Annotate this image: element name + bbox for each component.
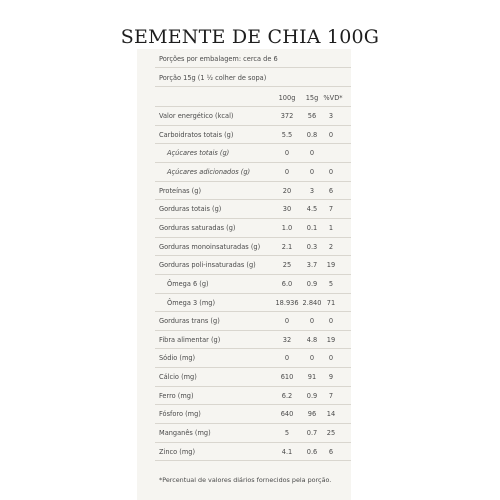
value-vd: 0: [328, 130, 334, 139]
nutrient-name: Sódio (mg): [159, 354, 196, 363]
nutrient-name: Gorduras trans (g): [159, 317, 220, 326]
value-15g: 96: [307, 410, 317, 419]
value-15g: 0.1: [306, 223, 318, 232]
table-row: [155, 443, 351, 462]
value-vd: 19: [326, 335, 336, 344]
value-100g: 4.1: [281, 447, 293, 456]
portion-size: Porção 15g (1 ½ colher de sopa): [159, 74, 267, 82]
value-vd: 5: [328, 279, 334, 288]
column-header-100g: 100g: [278, 94, 296, 102]
value-15g: 0: [309, 317, 315, 326]
value-15g: 0.3: [306, 242, 318, 251]
nutrient-name: Gorduras poli-insaturadas (g): [159, 261, 256, 270]
value-vd: 6: [328, 186, 334, 195]
table-row: [155, 200, 351, 219]
value-100g: 372: [280, 112, 294, 120]
table-row: [155, 387, 351, 406]
value-100g: 6.2: [281, 391, 293, 400]
value-vd: 0: [328, 317, 334, 326]
value-100g: 0: [284, 149, 290, 158]
nutrition-facts-panel: [137, 49, 351, 500]
value-vd: 0: [328, 354, 334, 363]
value-15g: 0.6: [306, 447, 318, 456]
value-15g: 0: [309, 149, 315, 158]
value-vd: 14: [326, 410, 336, 419]
value-15g: 0.9: [306, 391, 318, 400]
value-15g: 0: [309, 167, 315, 176]
nutrient-name: Ômega 6 (g): [167, 279, 209, 288]
nutrient-name: Ômega 3 (mg): [167, 298, 216, 307]
value-vd: 7: [328, 205, 334, 214]
table-row: [155, 163, 351, 182]
table-row: [155, 182, 351, 201]
value-15g: 3.7: [306, 261, 318, 270]
nutrient-name: Zinco (mg): [159, 447, 196, 456]
nutrient-name: Açúcares adicionados (g): [167, 167, 251, 176]
value-100g: 5.5: [281, 130, 293, 139]
nutrient-name: Valor energético (kcal): [159, 112, 234, 120]
value-100g: 18.936: [275, 298, 299, 307]
table-row: [155, 219, 351, 238]
nutrient-name: Ferro (mg): [159, 391, 194, 400]
value-15g: 3: [309, 186, 315, 195]
nutrient-name: Fibra alimentar (g): [159, 335, 221, 344]
value-100g: 6.0: [281, 279, 293, 288]
value-100g: 5: [284, 429, 290, 438]
table-row: [155, 424, 351, 443]
column-header-15g: 15g: [305, 94, 319, 102]
divider: [155, 86, 351, 87]
value-vd: 3: [328, 112, 334, 120]
value-100g: 30: [282, 205, 292, 214]
table-row: [155, 238, 351, 257]
value-100g: 32: [282, 335, 292, 344]
value-100g: 1.0: [281, 223, 293, 232]
value-15g: 91: [307, 373, 317, 382]
value-100g: 0: [284, 354, 290, 363]
table-row: [155, 256, 351, 275]
value-100g: 0: [284, 167, 290, 176]
value-100g: 640: [280, 410, 294, 419]
table-row: [155, 349, 351, 368]
value-vd: 25: [326, 429, 336, 438]
value-vd: 71: [326, 298, 336, 307]
nutrient-name: Proteínas (g): [159, 186, 202, 195]
value-vd: 0: [328, 167, 334, 176]
servings-per-package: Porções por embalagem: cerca de 6: [159, 55, 278, 63]
table-row: [155, 405, 351, 424]
value-vd: 7: [328, 391, 334, 400]
nutrient-name: Manganês (mg): [159, 429, 211, 438]
value-100g: 20: [282, 186, 292, 195]
nutrient-name: Cálcio (mg): [159, 373, 197, 382]
table-row: [155, 294, 351, 313]
value-15g: 56: [307, 112, 317, 120]
value-15g: 4.5: [306, 205, 318, 214]
table-row: [155, 368, 351, 387]
value-vd: 9: [328, 373, 334, 382]
nutrient-name: Gorduras saturadas (g): [159, 223, 236, 232]
nutrient-name: Carboidratos totais (g): [159, 130, 234, 139]
nutrient-name: Gorduras totais (g): [159, 205, 222, 214]
value-100g: 2.1: [281, 242, 293, 251]
product-title: SEMENTE DE CHIA 100G: [120, 26, 380, 48]
value-15g: 4.8: [306, 335, 318, 344]
value-15g: 2.840: [302, 298, 322, 307]
value-100g: 0: [284, 317, 290, 326]
value-100g: 25: [282, 261, 292, 270]
value-15g: 0.7: [306, 429, 318, 438]
nutrient-name: Açúcares totais (g): [167, 149, 230, 158]
divider: [155, 67, 351, 68]
nutrient-name: Fósforo (mg): [159, 410, 201, 419]
value-100g: 610: [280, 373, 294, 382]
table-row: [155, 126, 351, 145]
row-divider: [155, 460, 351, 461]
table-row: [155, 107, 351, 126]
value-vd: 1: [328, 223, 334, 232]
value-15g: 0.8: [306, 130, 318, 139]
table-row: [155, 275, 351, 294]
value-15g: 0: [309, 354, 315, 363]
table-row: [155, 331, 351, 350]
value-vd: 2: [328, 242, 334, 251]
value-vd: 6: [328, 447, 334, 456]
value-vd: 19: [326, 261, 336, 270]
footnote: *Percentual de valores diários fornecidos pela porção.: [159, 476, 332, 484]
value-15g: 0.9: [306, 279, 318, 288]
column-header-vd: %VD*: [323, 94, 343, 102]
table-row: [155, 312, 351, 331]
nutrient-name: Gorduras monoinsaturadas (g): [159, 242, 261, 251]
table-row: [155, 144, 351, 163]
